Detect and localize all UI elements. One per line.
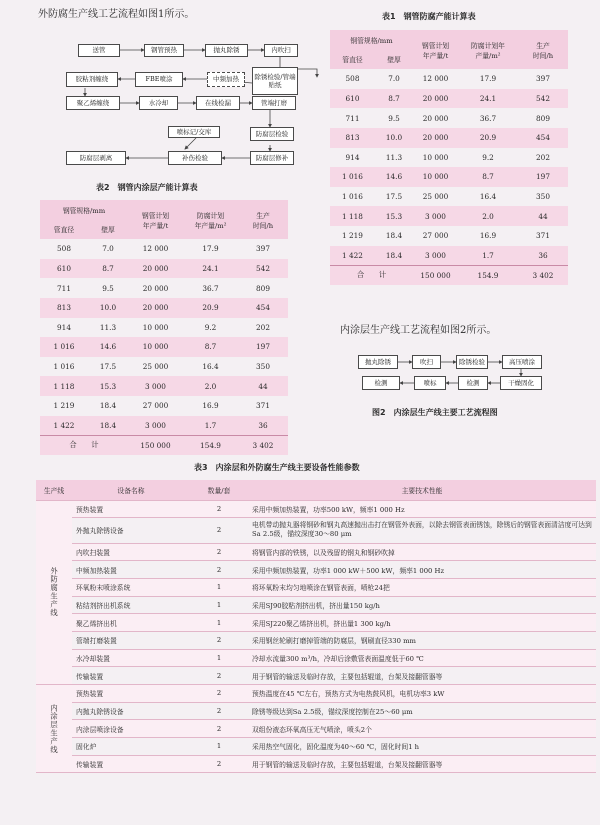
cell-quantity: 2	[190, 667, 248, 685]
table3-head-spec: 主要技术性能	[248, 480, 596, 500]
cell-plan-tons: 3 000	[145, 381, 166, 391]
cell-diameter: 711	[345, 113, 360, 123]
cell-quantity: 2	[190, 685, 248, 703]
table2-head-prod	[238, 200, 288, 239]
cell-spec: 采用SJ220聚乙烯挤出机，挤出量1 300 kg/h	[248, 614, 596, 632]
cell-wall: 18.4	[385, 231, 403, 241]
flow-box-fbe-spray: FBE喷涂	[135, 72, 183, 87]
table1-head-dia: 管直径	[342, 56, 363, 65]
cell-equipment: 聚乙烯挤出机	[72, 614, 190, 632]
cell-spec: 用于钢管的输送及临时存放，主要包括辊道，台架及接翻管器等	[248, 667, 596, 685]
table-row	[40, 357, 288, 377]
table2-head-plan-a: 钢管计划	[141, 211, 170, 220]
table-row	[40, 259, 288, 279]
cell-diameter: 1 016	[53, 342, 75, 352]
cell-wall: 8.7	[102, 264, 114, 274]
cell-hours: 197	[256, 342, 270, 352]
intro-text-left: 外防腐生产线工艺流程如图1所示。	[38, 9, 195, 20]
cell-area: 1.7	[482, 250, 494, 260]
table-row	[36, 738, 596, 756]
cell-equipment: 预热装置	[72, 500, 190, 518]
cell-quantity: 2	[190, 702, 248, 720]
cell-plan-tons: 25 000	[422, 192, 449, 202]
flow2-box-marking: 喷标	[414, 376, 446, 390]
cell-quantity: 1	[190, 738, 248, 756]
table-row	[330, 187, 568, 207]
table2-head-dia: 管直径	[53, 226, 75, 235]
cell-spec: 用于钢管的输送及临时存放，主要包括辊道，台架及接翻管器等	[248, 755, 596, 773]
table-row	[36, 720, 596, 738]
cell-equipment: 传输装置	[72, 755, 190, 773]
cell-plan-tons: 25 000	[142, 362, 169, 372]
table2-head-prod-b: 时间/h	[252, 221, 274, 230]
cell-diameter: 813	[57, 303, 71, 313]
cell-spec: 采用中频加热装置，功率500 kW，频率1 000 Hz	[248, 500, 596, 518]
cell-plan-tons: 3 000	[425, 250, 446, 260]
table2-head-wall: 壁厚	[101, 226, 115, 235]
cell-hours: 350	[536, 192, 550, 202]
flow-box-inner-blow: 内吹扫	[264, 44, 298, 57]
table3	[36, 480, 596, 773]
table2-head-anti	[183, 200, 238, 239]
cell-area: 8.7	[204, 342, 217, 352]
table3-caption: 表3 内涂层和外防腐生产线主要设备性能参数	[194, 463, 360, 472]
cell-quantity: 1	[190, 578, 248, 596]
cell-plan-tons: 10 000	[142, 322, 169, 332]
cell-diameter: 610	[345, 94, 360, 104]
flow2-box-hp-spray: 高压喷涂	[502, 355, 542, 369]
table2-total-hours: 3 402	[252, 440, 274, 450]
cell-equipment: 预热装置	[72, 685, 190, 703]
cell-area: 24.1	[202, 264, 219, 274]
cell-hours: 202	[256, 322, 270, 332]
cell-area: 36.7	[202, 283, 219, 293]
flow-box-coating-repair: 防腐层修补	[250, 151, 294, 165]
cell-wall: 7.0	[388, 74, 400, 84]
cell-wall: 10.0	[385, 133, 403, 143]
cell-spec: 将钢管内部的铁锈，以及残留的钢丸和钢砂吹掉	[248, 543, 596, 561]
table2-head-anti-a: 防腐计划	[196, 211, 225, 220]
cell-area: 8.7	[482, 172, 494, 182]
cell-diameter: 914	[57, 322, 71, 332]
cell-plan-tons: 3 000	[145, 420, 166, 430]
cell-equipment: 内抛丸除锈设备	[72, 702, 190, 720]
table-row	[36, 755, 596, 773]
table2-total-area: 154.9	[200, 440, 221, 450]
figure2-caption: 图2 内涂层生产线主要工艺流程图	[372, 408, 498, 417]
table-row	[36, 500, 596, 518]
cell-area: 16.9	[479, 231, 497, 241]
cell-hours: 397	[536, 74, 550, 84]
flow-box-pipe-feed: 送管	[78, 44, 120, 57]
flow-box-rust-inspection: 除锈检验/管端贴纸	[252, 67, 298, 95]
cell-area: 16.9	[202, 401, 219, 411]
cell-quantity: 1	[190, 596, 248, 614]
cell-hours: 454	[536, 133, 550, 143]
cell-wall: 15.3	[99, 381, 117, 391]
cell-spec: 采用钢丝轮刷打磨掉管端的防腐层，钢刷直径330 mm	[248, 631, 596, 649]
cell-plan-tons: 20 000	[142, 283, 169, 293]
cell-area: 36.7	[479, 113, 497, 123]
cell-wall: 17.5	[385, 192, 403, 202]
cell-hours: 197	[536, 172, 550, 182]
cell-hours: 542	[256, 264, 270, 274]
cell-quantity: 2	[190, 561, 248, 579]
table1-head-plan-b: 年产量/t	[422, 51, 449, 60]
cell-diameter: 508	[345, 74, 360, 84]
cell-diameter: 1 422	[53, 420, 75, 430]
cell-hours: 371	[536, 231, 550, 241]
table-row	[330, 167, 568, 187]
table1-head-anti-a: 防腐计划年	[471, 41, 505, 50]
cell-hours: 350	[256, 362, 270, 372]
flow2-box-test: 检测	[458, 376, 488, 390]
cell-spec: 双组份液态环氧高压无气喷涂，喷头2个	[248, 720, 596, 738]
cell-wall: 18.4	[385, 250, 403, 260]
cell-diameter: 1 118	[342, 211, 363, 221]
table3-head-line: 生产线	[36, 480, 72, 500]
flow2-box-rust-inspect: 除锈检验	[456, 355, 488, 369]
cell-hours: 202	[536, 152, 550, 162]
table1-head-anti	[458, 30, 518, 69]
flow-box-shot-blast: 抛丸除锈	[205, 44, 248, 57]
cell-plan-tons: 12 000	[422, 74, 449, 84]
flow-box-preheat: 钢管预热	[144, 44, 184, 57]
flow-box-coating-strip: 防腐层剥离	[66, 151, 126, 165]
flow-box-leak-check: 在线检漏	[196, 96, 240, 110]
cell-wall: 11.3	[385, 152, 403, 162]
table-row	[36, 518, 596, 543]
table-row	[40, 239, 288, 259]
cell-area: 20.9	[202, 303, 219, 313]
flow-box-induction-heat: 中频加热	[207, 72, 245, 87]
cell-wall: 14.6	[99, 342, 117, 352]
cell-area: 9.2	[482, 152, 494, 162]
table3-group-label: 内涂层生产线	[36, 685, 72, 773]
cell-plan-tons: 3 000	[425, 211, 446, 221]
cell-plan-tons: 20 000	[422, 94, 449, 104]
table-row	[36, 631, 596, 649]
cell-plan-tons: 10 000	[422, 152, 449, 162]
cell-equipment: 中频加热装置	[72, 561, 190, 579]
table-row	[36, 543, 596, 561]
table2-head-spec: 钢管规格/mm	[62, 206, 106, 215]
cell-diameter: 1 016	[342, 172, 363, 182]
cell-equipment: 环氧粉末喷涂系统	[72, 578, 190, 596]
table1-total-hours: 3 402	[532, 270, 554, 280]
table-row	[36, 578, 596, 596]
cell-wall: 8.7	[388, 94, 400, 104]
cell-diameter: 1 118	[53, 381, 75, 391]
cell-area: 9.2	[204, 322, 217, 332]
table-row	[330, 128, 568, 148]
cell-quantity: 2	[190, 755, 248, 773]
cell-spec: 采用中频加热装置，功率1 000 kW＋500 kW，频率1 000 Hz	[248, 561, 596, 579]
cell-quantity: 2	[190, 543, 248, 561]
cell-equipment: 固化炉	[72, 738, 190, 756]
cell-plan-tons: 20 000	[422, 133, 449, 143]
table-row	[40, 298, 288, 318]
intro-text-right: 内涂层生产线工艺流程如图2所示。	[340, 325, 497, 336]
table2-total-tons: 150 000	[140, 440, 171, 450]
table-row	[40, 396, 288, 416]
cell-area: 2.0	[204, 381, 217, 391]
cell-spec: 采用热空气固化，固化温度为40～60 ℃，固化时间1 h	[248, 738, 596, 756]
table-row	[40, 376, 288, 396]
table1	[330, 30, 568, 285]
cell-plan-tons: 27 000	[142, 401, 169, 411]
cell-hours: 371	[256, 401, 270, 411]
cell-spec: 采用SJ90胶粘剂挤出机，挤出量150 kg/h	[248, 596, 596, 614]
cell-diameter: 1 219	[53, 401, 75, 411]
flow-box-adhesive-wrap: 胶粘剂缠绕	[66, 72, 118, 87]
table-row	[330, 226, 568, 246]
cell-hours: 44	[538, 211, 548, 221]
table2-caption: 表2 钢管内涂层产能计算表	[96, 183, 198, 192]
table-row	[330, 206, 568, 226]
table2	[40, 200, 288, 455]
table2-head-anti-b: 年产量/m²	[194, 221, 227, 230]
cell-diameter: 1 016	[53, 362, 75, 372]
cell-equipment: 传输装置	[72, 667, 190, 685]
cell-diameter: 711	[57, 283, 71, 293]
cell-area: 24.1	[479, 94, 497, 104]
cell-equipment: 管端打磨装置	[72, 631, 190, 649]
cell-quantity: 2	[190, 500, 248, 518]
flow2-box-cure: 干燥固化	[500, 376, 542, 390]
flow2-box-shot-blast: 抛丸除锈	[358, 355, 398, 369]
cell-equipment: 外抛丸除锈设备	[72, 518, 190, 543]
table-row	[330, 148, 568, 168]
table3-head-qty: 数量/套	[190, 480, 248, 500]
table2-head-plan	[128, 200, 183, 239]
flow2-box-test-final: 检测	[362, 376, 400, 390]
flow-box-repair-inspect: 补伤检验	[168, 151, 222, 165]
cell-wall: 18.4	[99, 420, 117, 430]
table-row	[36, 685, 596, 703]
table1-head-wall: 壁厚	[387, 56, 401, 65]
table-row	[40, 318, 288, 338]
cell-quantity: 2	[190, 720, 248, 738]
cell-spec: 将环氧粉末均匀地喷涂在钢管表面，喷枪24把	[248, 578, 596, 596]
cell-plan-tons: 20 000	[422, 113, 449, 123]
table1-head-prod	[518, 30, 568, 69]
cell-diameter: 508	[57, 244, 71, 254]
cell-equipment: 内吹扫装置	[72, 543, 190, 561]
table2-head-plan-b: 年产量/t	[142, 221, 169, 230]
cell-hours: 809	[536, 113, 550, 123]
flow-box-coating-inspect: 防腐层检验	[250, 127, 294, 141]
table-row	[330, 246, 568, 266]
table-row	[330, 89, 568, 109]
flow-box-end-grind: 管端打磨	[252, 96, 296, 110]
table-row	[36, 561, 596, 579]
table1-head-prod-b: 时间/h	[532, 51, 554, 60]
flow-box-pe-wrap: 聚乙烯缠绕	[66, 96, 120, 110]
cell-plan-tons: 20 000	[142, 303, 169, 313]
cell-wall: 14.6	[385, 172, 403, 182]
cell-area: 16.4	[479, 192, 497, 202]
flow2-box-blow: 吹扫	[412, 355, 441, 369]
cell-diameter: 813	[345, 133, 360, 143]
table1-head-spec: 钢管规格/mm	[350, 36, 393, 45]
flow-box-mark-storage: 喷标记/交库	[168, 126, 220, 138]
cell-quantity: 1	[190, 649, 248, 667]
cell-spec: 电机带动抛丸器将钢砂和钢丸高速抛出击打在钢管外表面，以除去钢管表面锈蚀，除锈后的钢管表面清洁度可达到Sa 2.5级，锚纹深度30～80 μm	[248, 518, 596, 543]
table1-caption: 表1 钢管防腐产能计算表	[382, 12, 476, 21]
table2-total-label: 合 计	[69, 440, 99, 450]
cell-plan-tons: 10 000	[422, 172, 449, 182]
cell-quantity: 2	[190, 518, 248, 543]
cell-wall: 10.0	[99, 303, 117, 313]
table-row	[40, 416, 288, 436]
table3-head-name: 设备名称	[72, 480, 190, 500]
cell-quantity: 1	[190, 614, 248, 632]
table1-total-label: 合 计	[356, 270, 387, 280]
table2-head-prod-a: 生产	[256, 211, 270, 220]
cell-hours: 36	[258, 420, 268, 430]
table-row	[330, 108, 568, 128]
table1-head-anti-b: 产量/m²	[475, 51, 501, 60]
cell-wall: 9.5	[102, 283, 114, 293]
cell-quantity: 2	[190, 631, 248, 649]
cell-area: 17.9	[202, 244, 219, 254]
flow-box-water-cool: 水冷却	[139, 96, 178, 110]
cell-equipment: 水冷却装置	[72, 649, 190, 667]
cell-hours: 454	[256, 303, 270, 313]
cell-spec: 预热温度在45 ℃左右，预热方式为电热鼓风机，电机功率3 kW	[248, 685, 596, 703]
cell-wall: 11.3	[99, 322, 117, 332]
table-row	[330, 69, 568, 89]
table1-head-plan	[413, 30, 458, 69]
cell-wall: 17.5	[99, 362, 117, 372]
cell-plan-tons: 27 000	[422, 231, 449, 241]
table-row	[36, 667, 596, 685]
table1-total-area: 154.9	[477, 270, 499, 280]
cell-spec: 冷却水流量300 m³/h，冷却后涂敷管表面温度低于60 ℃	[248, 649, 596, 667]
cell-wall: 18.4	[99, 401, 117, 411]
table-row	[40, 337, 288, 357]
cell-diameter: 1 219	[342, 231, 363, 241]
cell-area: 17.9	[479, 74, 497, 84]
cell-diameter: 1 016	[342, 192, 363, 202]
cell-diameter: 610	[57, 264, 71, 274]
table3-group-label: 外防腐生产线	[36, 500, 72, 685]
table-row	[36, 649, 596, 667]
table-row	[36, 614, 596, 632]
table-row	[40, 278, 288, 298]
table1-total-tons: 150 000	[420, 270, 451, 280]
cell-equipment: 粘结剂挤出机系统	[72, 596, 190, 614]
cell-spec: 除锈等级达到Sa 2.5级，锚纹深度控制在25～60 μm	[248, 702, 596, 720]
cell-area: 16.4	[202, 362, 219, 372]
table-row	[36, 702, 596, 720]
table1-head-prod-a: 生产	[536, 41, 550, 50]
cell-area: 20.9	[479, 133, 497, 143]
cell-plan-tons: 12 000	[142, 244, 169, 254]
cell-diameter: 914	[345, 152, 360, 162]
cell-diameter: 1 422	[342, 250, 363, 260]
cell-hours: 809	[256, 283, 270, 293]
cell-wall: 9.5	[388, 113, 400, 123]
cell-hours: 36	[538, 250, 548, 260]
cell-equipment: 内涂层喷涂设备	[72, 720, 190, 738]
cell-plan-tons: 20 000	[142, 264, 169, 274]
table1-head-plan-a: 钢管计划	[421, 41, 450, 50]
cell-hours: 397	[256, 244, 270, 254]
cell-wall: 7.0	[102, 244, 114, 254]
cell-plan-tons: 10 000	[142, 342, 169, 352]
cell-hours: 44	[258, 381, 268, 391]
cell-hours: 542	[536, 94, 550, 104]
table-row	[36, 596, 596, 614]
cell-area: 1.7	[204, 420, 217, 430]
cell-area: 2.0	[482, 211, 494, 221]
cell-wall: 15.3	[385, 211, 403, 221]
